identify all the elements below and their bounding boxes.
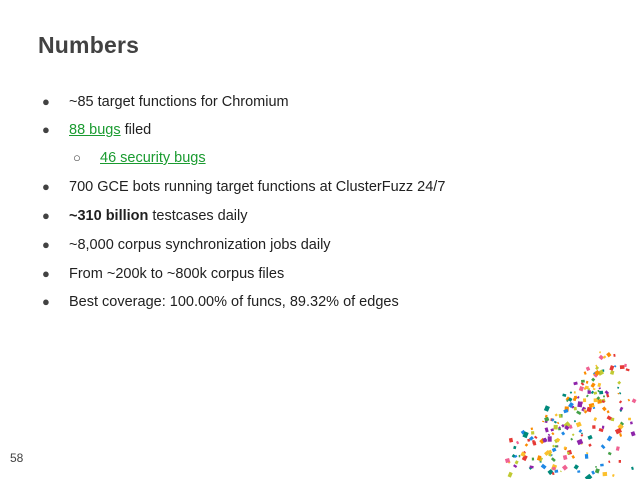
confetti-piece: [620, 422, 624, 426]
confetti-piece: [552, 448, 557, 452]
confetti-piece: [597, 399, 602, 404]
confetti-piece: [574, 420, 576, 422]
confetti-piece: [583, 409, 586, 412]
confetti-piece: [613, 354, 615, 357]
confetti-piece: [599, 391, 603, 395]
confetti-piece: [543, 438, 548, 442]
confetti-piece: [556, 445, 558, 447]
confetti-piece: [587, 389, 589, 391]
confetti-piece: [624, 364, 627, 367]
confetti-piece: [573, 382, 577, 386]
confetti-piece: [568, 397, 573, 402]
confetti-piece: [521, 430, 526, 435]
confetti-piece: [566, 399, 569, 402]
confetti-piece: [529, 465, 533, 468]
confetti-piece: [588, 388, 590, 391]
confetti-piece: [554, 421, 557, 424]
confetti-piece: [568, 402, 574, 408]
confetti-piece: [566, 396, 571, 401]
confetti-piece: [619, 409, 622, 412]
confetti-piece: [595, 466, 597, 468]
confetti-piece: [560, 414, 563, 418]
confetti-piece: [515, 460, 519, 464]
confetti-piece: [551, 418, 554, 421]
confetti-piece: [552, 472, 555, 475]
confetti-piece: [595, 366, 599, 370]
confetti-piece: [586, 452, 588, 454]
confetti-piece: [588, 390, 591, 394]
confetti-piece: [545, 420, 548, 423]
confetti-piece: [513, 464, 517, 468]
confetti-piece: [617, 424, 623, 430]
confetti-piece: [592, 425, 595, 429]
confetti-piece: [620, 365, 625, 369]
confetti-piece: [547, 450, 552, 455]
bullet-text-part: Best coverage: 100.00% of funcs, 89.32% of edges: [69, 294, 399, 310]
confetti-piece: [581, 407, 586, 412]
confetti-piece: [619, 433, 622, 437]
confetti-piece: [619, 460, 621, 463]
confetti-piece: [529, 436, 534, 441]
page-number: 58: [10, 451, 24, 465]
confetti-piece: [601, 399, 606, 404]
confetti-piece: [615, 428, 622, 435]
confetti-piece: [607, 410, 610, 413]
confetti-piece: [571, 406, 574, 409]
bullet-text: [69, 204, 248, 228]
confetti-piece: [594, 370, 600, 376]
slide-title: Numbers: [38, 32, 140, 58]
confetti-piece: [603, 355, 607, 358]
confetti-piece: [583, 398, 586, 402]
bullet-text-part: From ~200k to ~800k corpus files: [69, 266, 285, 282]
confetti-piece: [581, 433, 583, 434]
confetti-piece: [551, 464, 557, 471]
confetti-piece: [600, 464, 604, 467]
confetti-piece: [577, 470, 580, 473]
confetti-piece: [593, 374, 595, 376]
confetti-piece: [550, 428, 554, 431]
confetti-piece: [570, 391, 573, 394]
bullet-text-part: testcases daily: [148, 208, 248, 224]
confetti-piece: [584, 388, 586, 390]
confetti-piece: [548, 434, 550, 436]
bullet-text: [100, 146, 206, 170]
confetti-piece: [512, 454, 516, 458]
confetti-piece: [555, 413, 558, 416]
bullet-dot-icon: ●: [42, 208, 50, 223]
confetti-piece: [558, 426, 561, 429]
confetti-piece: [516, 441, 519, 445]
confetti-piece: [597, 383, 601, 387]
confetti-piece: [592, 405, 595, 407]
confetti-piece: [567, 450, 572, 455]
confetti-piece: [632, 398, 637, 403]
confetti-piece: [527, 439, 530, 442]
confetti-piece: [567, 452, 570, 455]
confetti-piece: [599, 387, 601, 389]
confetti-piece: [554, 438, 559, 443]
confetti-piece: [531, 431, 534, 435]
confetti-piece: [522, 431, 528, 438]
bullet-text-bold: ~310 billion: [69, 208, 149, 224]
confetti-piece: [509, 438, 513, 443]
bullet-text: [69, 90, 289, 114]
confetti-piece: [577, 439, 584, 445]
confetti-piece: [593, 417, 597, 421]
bullet-text: [69, 118, 151, 142]
confetti-piece: [597, 370, 604, 376]
confetti-piece: [574, 407, 577, 411]
confetti-piece: [608, 460, 610, 463]
confetti-piece: [548, 453, 552, 457]
confetti-piece: [579, 386, 584, 391]
confetti-piece: [576, 411, 581, 415]
confetti-piece: [549, 453, 553, 456]
bullet-dot-icon: ●: [42, 237, 50, 252]
confetti-piece: [544, 417, 549, 422]
confetti-piece: [628, 418, 631, 421]
confetti-piece: [525, 443, 529, 447]
confetti-piece: [514, 455, 518, 458]
confetti-piece: [591, 378, 595, 382]
confetti-piece: [542, 438, 547, 443]
confetti-piece: [594, 398, 599, 402]
confetti-piece: [585, 454, 589, 459]
confetti-piece: [564, 446, 567, 448]
confetti-piece: [614, 365, 617, 368]
confetti-piece: [587, 435, 592, 440]
confetti-piece: [532, 458, 534, 461]
confetti-piece: [556, 438, 561, 443]
confetti-piece: [603, 396, 605, 398]
confetti-piece: [548, 436, 552, 441]
confetti-piece: [593, 407, 596, 409]
confetti-piece: [596, 371, 599, 373]
confetti-piece: [539, 438, 545, 444]
bullet-dot-icon: ●: [42, 266, 50, 281]
confetti-piece: [586, 366, 590, 371]
confetti-piece: [577, 401, 582, 407]
confetti-piece: [602, 400, 605, 403]
confetti-piece: [606, 352, 611, 357]
bullet-text-part: ~8,000 corpus synchronization jobs daily: [69, 237, 331, 253]
confetti-piece: [586, 395, 589, 398]
bugs-link[interactable]: 88 bugs: [69, 122, 121, 138]
confetti-piece: [520, 452, 525, 457]
confetti-piece: [574, 464, 579, 469]
confetti-piece: [547, 469, 553, 475]
confetti-piece: [571, 455, 575, 459]
confetti-piece: [573, 398, 577, 402]
confetti-piece: [597, 390, 599, 392]
confetti-piece: [552, 445, 555, 448]
confetti-piece: [598, 355, 604, 360]
confetti-piece: [544, 405, 550, 412]
confetti-piece: [545, 415, 548, 418]
confetti-piece: [534, 436, 538, 439]
confetti-piece: [522, 455, 528, 461]
confetti-piece: [581, 402, 583, 404]
confetti-piece: [505, 458, 510, 463]
confetti-piece: [617, 387, 619, 389]
confetti-piece: [545, 427, 549, 432]
confetti-piece: [564, 421, 571, 428]
confetti-piece: [529, 466, 533, 470]
confetti-piece: [563, 409, 568, 413]
confetti-piece: [595, 365, 597, 368]
confetti-piece: [572, 433, 575, 436]
confetti-piece: [580, 442, 583, 445]
confetti-piece: [628, 399, 631, 402]
confetti-piece: [593, 392, 597, 395]
bullet-text-part: ~85 target functions for Chromium: [69, 94, 289, 110]
confetti-piece: [537, 455, 542, 461]
confetti-piece: [616, 446, 620, 451]
confetti-piece: [612, 474, 615, 477]
confetti-piece: [593, 388, 596, 390]
confetti-piece: [593, 373, 598, 378]
confetti-piece: [564, 447, 567, 451]
confetti-piece: [522, 451, 526, 455]
confetti-piece: [619, 392, 621, 395]
bullet-circle-icon: ○: [73, 150, 81, 165]
confetti-piece: [551, 457, 556, 462]
confetti-piece: [599, 428, 604, 432]
confetti-piece: [574, 391, 576, 393]
bullet-dot-icon: ●: [42, 122, 50, 137]
confetti-piece: [577, 396, 580, 399]
security-bugs-link[interactable]: 46 security bugs: [100, 150, 206, 166]
confetti-piece: [631, 467, 634, 470]
confetti-piece: [605, 390, 610, 394]
confetti-piece: [533, 441, 537, 445]
confetti-piece: [541, 464, 547, 470]
confetti-piece: [570, 438, 573, 441]
confetti-piece: [563, 455, 568, 460]
confetti-piece: [552, 467, 556, 471]
confetti-piece: [540, 461, 542, 463]
confetti-piece: [554, 470, 558, 473]
confetti-piece: [591, 391, 594, 394]
confetti-piece: [589, 403, 595, 408]
confetti-piece: [560, 470, 562, 472]
bullet-text: [69, 262, 284, 286]
confetti-piece: [558, 428, 561, 431]
confetti-piece: [551, 432, 554, 435]
confetti-piece: [542, 421, 544, 423]
bullet-text-part: 700 GCE bots running target functions at ClusterFuzz 24/7: [69, 179, 446, 195]
confetti-piece: [596, 396, 600, 400]
bullet-dot-icon: ●: [42, 94, 50, 109]
confetti-piece: [584, 371, 587, 375]
confetti-piece: [611, 418, 615, 422]
confetti-piece: [619, 400, 622, 403]
confetti-piece: [563, 447, 565, 449]
confetti-piece: [595, 468, 600, 473]
confetti-piece: [579, 429, 583, 433]
confetti-piece: [537, 456, 543, 462]
confetti-piece: [507, 460, 511, 464]
confetti-piece: [508, 472, 513, 478]
confetti-piece: [599, 351, 601, 353]
confetti-piece: [555, 445, 558, 447]
confetti-piece: [602, 406, 607, 411]
confetti-piece: [557, 422, 559, 425]
confetti-piece: [576, 422, 582, 428]
confetti-piece: [531, 427, 534, 430]
bullet-text-part: filed: [120, 122, 152, 138]
confetti-piece: [519, 455, 521, 457]
confetti-piece: [585, 474, 593, 479]
confetti-piece: [607, 415, 612, 420]
confetti-piece: [574, 396, 577, 399]
confetti-piece: [609, 365, 614, 371]
confetti-piece: [569, 425, 573, 429]
confetti-piece: [513, 446, 516, 449]
confetti-piece: [591, 383, 596, 388]
confetti-piece: [586, 381, 589, 384]
confetti-piece: [602, 369, 604, 371]
confetti-piece: [588, 443, 592, 447]
confetti-piece: [553, 473, 555, 475]
confetti-piece: [591, 471, 595, 475]
confetti-piece: [620, 407, 624, 411]
confetti-piece: [581, 382, 585, 386]
confetti-piece: [606, 394, 609, 398]
confetti-piece: [607, 436, 613, 442]
confetti-piece: [554, 425, 558, 430]
confetti-piece: [581, 434, 584, 437]
confetti-piece: [532, 440, 535, 444]
confetti-piece: [601, 444, 606, 449]
confetti-piece: [585, 386, 589, 390]
confetti-piece: [562, 465, 568, 471]
confetti-piece: [561, 424, 565, 428]
confetti-piece: [593, 371, 597, 376]
confetti-piece: [562, 394, 566, 397]
confetti-piece: [561, 431, 565, 435]
confetti-piece: [610, 370, 614, 375]
confetti-piece: [617, 381, 621, 385]
confetti-piece: [630, 421, 633, 424]
confetti-piece: [564, 425, 569, 430]
confetti-piece: [581, 380, 585, 383]
bullet-text: [69, 175, 445, 199]
confetti-piece: [559, 414, 562, 418]
confetti-piece: [608, 452, 612, 456]
confetti-piece: [631, 431, 636, 436]
confetti-piece: [618, 393, 620, 395]
confetti-piece: [550, 418, 553, 421]
confetti-piece: [626, 368, 630, 371]
bullet-text: [69, 233, 331, 257]
bullet-text: [69, 290, 399, 314]
confetti-piece: [602, 426, 605, 429]
bullet-dot-icon: ●: [42, 179, 50, 194]
confetti-piece: [564, 406, 568, 411]
confetti-piece: [584, 410, 587, 413]
confetti-piece: [589, 476, 591, 478]
confetti-piece: [603, 472, 608, 476]
confetti-piece: [586, 407, 591, 413]
confetti-piece: [544, 450, 550, 456]
bullet-dot-icon: ●: [42, 294, 50, 309]
